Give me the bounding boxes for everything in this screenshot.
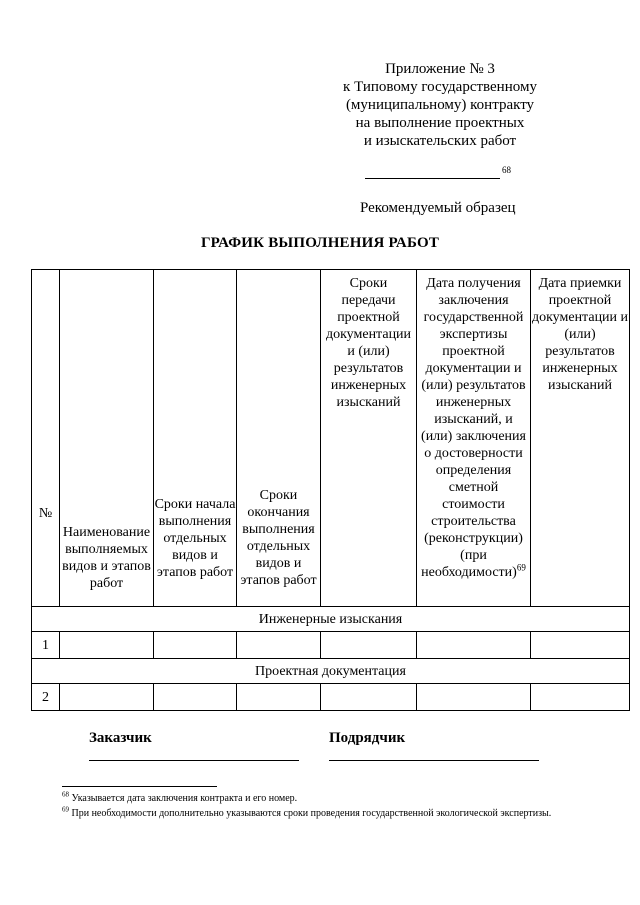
section-row [32, 607, 630, 632]
sample-label: Рекомендуемый образец [360, 200, 516, 216]
header-end-dates: Сроки окончания выполнения отдельных видов и этапов работ [237, 270, 321, 607]
footnote-ref-69: 69 [516, 562, 526, 573]
row-number: 1 [32, 632, 60, 659]
document-title: ГРАФИК ВЫПОЛНЕНИЯ РАБОТ [200, 235, 440, 251]
header-start-dates: Сроки начала выполнения отдельных видов и этапов работ [154, 270, 237, 607]
customer-label: Заказчик [89, 730, 152, 746]
appendix-line: (муниципальному) контракту [345, 97, 535, 113]
footnote: $^{68}$ Указывается дата заключения контракта и его номер. [62, 790, 298, 804]
header-acceptance-date: Дата приемки проектной документации и (или) результатов инженерных изысканий [531, 270, 630, 607]
section-title: Проектная документация [32, 659, 630, 684]
table-cell [154, 684, 237, 711]
table-cell [60, 684, 154, 711]
table-row [32, 684, 630, 711]
row-number: 2 [32, 684, 60, 711]
table-cell [237, 632, 321, 659]
appendix-line: на выполнение проектных [355, 115, 525, 131]
header-transfer-dates: Сроки передачи проектной документации и (или) результатов инженерных изысканий [321, 270, 417, 607]
contract-blank-line [365, 178, 500, 179]
table-header-row [32, 270, 630, 607]
header-num: № [32, 270, 60, 607]
header-work-name: Наименование выполняемых видов и этапов работ [60, 270, 154, 607]
table-cell [321, 684, 417, 711]
footnote-separator [62, 786, 217, 787]
header-expertise-date: Дата получения заключения государственной экспертизы проектной документации и (или) результатов инженерных изысканий, и (или) заключения о достоверности определения сметной стоимости строительства (реконструкции) (при необходимости)$^{69}$ [417, 270, 531, 607]
appendix-line: к Типовому государственному [343, 79, 537, 95]
table-cell [531, 684, 630, 711]
section-row [32, 659, 630, 684]
table-cell [154, 632, 237, 659]
schedule-table [31, 269, 630, 711]
footnotes [62, 791, 562, 821]
appendix-line: и изыскательских работ [363, 133, 517, 149]
table-cell [417, 684, 531, 711]
table-cell [321, 632, 417, 659]
contractor-signature-line [329, 760, 539, 761]
table-cell [60, 632, 154, 659]
table-row [32, 632, 630, 659]
footnote: $^{69}$ При необходимости дополнительно указываются сроки проведения государственной экологической экспертизы. [62, 805, 552, 819]
table-cell [417, 632, 531, 659]
footnote-ref-68: 68 [502, 165, 511, 175]
appendix-header [330, 60, 550, 150]
appendix-line: Приложение № 3 [385, 61, 495, 77]
table-cell [531, 632, 630, 659]
section-title: Инженерные изыскания [32, 607, 630, 632]
table-cell [237, 684, 321, 711]
contractor-label: Подрядчик [329, 730, 406, 746]
customer-signature-line [89, 760, 299, 761]
